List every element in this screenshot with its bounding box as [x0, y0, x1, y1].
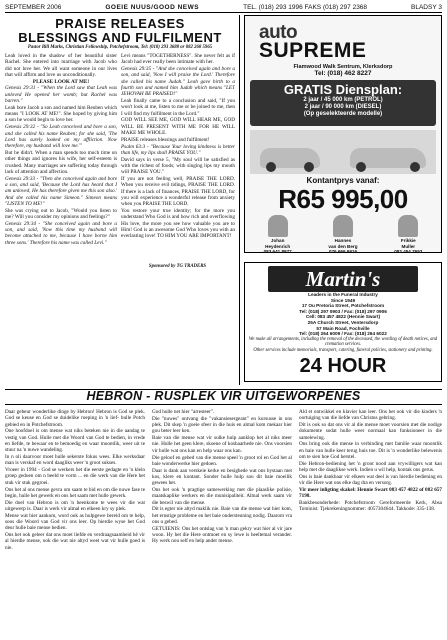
paragraph: Genesis 29:32 - "So Leah conceived and bore a son, and she called his name Reuben; for she said, 'The Lord has surely looked on my affliction. Now therefore, my husband will love me.'"	[5, 124, 117, 150]
page-header	[5, 3, 442, 13]
salesperson-tel: 076 666 6916	[328, 249, 358, 254]
banner-line: 2 jaar / 45 000 km (PETROL)	[303, 97, 383, 103]
paragraph: Ons het al ons mense gevra om saam te bid en om die nuwe fase te begin, hulle het gewerk en ons het saam met hulle gewerk.	[5, 486, 145, 499]
salesperson-photo	[398, 215, 418, 237]
sponsor-credit: Sponsored by TG TRADERS	[148, 264, 207, 269]
dealer-address: Flamwood Walk Sentrum, Klerksdorp	[293, 64, 393, 70]
paragraph: Ald et ontwikkel en klavier kan leer. Ons het ook vir die kinders 'n oortuiging van die liefde van Christus gebring.	[299, 409, 442, 422]
logo-auto-text: auto	[259, 22, 298, 43]
paragraph: GETUIENIS: Ons het ontslag van 'n man gekry wat hier al vir jare woon. Hy het die Here ontmoet en sy lewe is heeltemal verander. Hy werk nou self en help ander mense.	[152, 525, 292, 545]
paragraph: Genesis 29:31 - "When the Lord saw that Leah was unloved He opened her womb; but Rachel was barren."	[5, 85, 117, 105]
salesperson	[315, 215, 371, 255]
hebron-column-1	[5, 409, 145, 637]
martins-telephone: Tel: (018) 297 0903 / Fax: (018) 297 0906	[299, 308, 387, 314]
martins-address: 17 Ou Pretoria Street, Potchefstroom	[301, 303, 385, 309]
martins-branch: 25A Church Street, Ventersdorp	[307, 319, 379, 325]
banner-line: (Op geselekteerde modelle)	[303, 111, 383, 117]
paragraph: Ons het ook 'n pragtige samewerking met die plaaslike polisie, maatskaplike werkers en die munisipaliteit. Almal werk saam vir die beswil van die mense.	[152, 487, 292, 506]
martins-services-other: Other services include memorials, transport, catering, funeral policies, stationery and printing.	[253, 347, 433, 353]
salesperson-photo	[268, 215, 288, 237]
article-column-1	[5, 53, 117, 383]
paragraph: Genesis 29:35 - "And she conceived again and bore a son, and said, 'Now I will praise the Lord.' Therefore she called his name Judah." Leah gave birth to a fourth son and named him Judah which means "LET JEHOVAH BE PRAISED!"	[121, 66, 235, 98]
article-byline: Pastor Bill Marks, Christian Fellowship, Potchefstroom, Tel: (018) 293 3688 or 082 268 5965	[27, 45, 213, 50]
wheel-shape	[356, 162, 366, 172]
paragraph: Daar is dank aan verskeie kerke en besighede wat ons bystaan met kos, klere en kontant. Sonder hulle hulp sou dit baie moeilik gewees het.	[152, 467, 292, 487]
salesperson	[380, 215, 436, 255]
paragraph: Genesis 29:34 - "She conceived again and bore a son, and said, 'Now this time my husband will become attached to me, because I have borne him three sons.' Therefore his name was called Levi."	[5, 220, 117, 246]
salesperson-surname: Muller	[401, 243, 416, 249]
column-divider	[239, 15, 240, 385]
paragraph: PRAISE releases blessings and fulfilment!	[121, 136, 210, 143]
logo-supreme-text: SUPREME	[259, 39, 367, 62]
paragraph: Mense wat hier aankom, word ook as hulpgewe bereid om te help, soos die Woord van God vir ons leer. Op hierdie wyse het God deur hulle baie mense bedien.	[5, 512, 145, 532]
martins-logo: Martin's	[268, 266, 418, 292]
paragraph: Bankbesonderhede: Potchefstroom Gereformeerde Kerk, Absa Tominist. Tjekrekeningnommer: 4057304644. Takkode: 335-138.	[299, 500, 442, 513]
paragraph: PLEASE LOOK AT ME!	[32, 78, 90, 85]
paragraph: Ons bring ook die mense in verbinding met familie waar moontlik en baie van hulle keer terug huis toe. Dit is 'n wonderlike belewenis om te sien hoe God herstel.	[299, 441, 442, 461]
hebron-column-2	[152, 409, 292, 637]
paragraph: In n oli daarvoor moet hulle sekerste fokus wees. Elke werksdaar man is verskaf en word daagliks weer 'n groot sukses.	[5, 454, 145, 467]
banner-title: GRATIS Diensplan:	[283, 82, 403, 97]
wheel-shape	[410, 162, 420, 172]
banner-line: 2 jaar / 90 000 km (DIESEL)	[304, 104, 382, 110]
paragraph: Genesis 29:33 - "Then she conceived again and bore a son, and said, 'Because the Lord has heard that I am unloved, He has therefore given me this son also.' And she called his name Simeon." Simeon means "LISTEN TO ME!"	[5, 175, 117, 207]
paragraph: Vir meer inligting skakel: Hennie Swart 083 457 4822 of 082 657 7198.	[299, 487, 442, 500]
martins-24-hour: 24 HOUR	[299, 354, 387, 377]
hebron-column-3	[299, 409, 442, 637]
article-title	[5, 17, 235, 45]
paragraph: GOD WILL SEE ME, GOD WILL HEAR ME, GOD WILL BE PRESENT WITH ME FOR HE WILL MAKE ME WHOLE.	[121, 117, 235, 137]
paragraph: Psalm 63:3 - "Because Your loving kindness is better than life, my lips shall PRAISE YOU."	[121, 143, 235, 156]
paragraph: Dit is ook so dat ons vir al die mense moet voorsien met die nodige dokumente sodat hulle weer normaal kan funksioneer in die samelewing.	[299, 422, 442, 441]
martins-established: Since 1949	[330, 297, 356, 303]
martins-services: We make all arrangements, including the removal of the deceased, the wording of death notices, and cremation services.	[248, 336, 438, 348]
paragraph: You restore your true identity; for the more you understand Who God is and how rich and overflowing His love, the more you see how valuable you are to Him! God is an awesome God Who loves you with an everlasting love! TO HIM YOU ARE IMPORTANT!	[121, 208, 235, 240]
car-photo	[250, 130, 436, 174]
paragraph: Die doel van Hebron is om 'n heenkome te wees vir die wat uitgewerp is. Daar is werk vir almal en elkeen kry sy plek.	[5, 499, 145, 512]
salesperson-photo	[333, 215, 353, 237]
article-title-line-1: PRAISE RELEASES	[55, 16, 185, 31]
cash-price: R65 995,00	[278, 184, 408, 214]
contact-numbers: TEL. (018) 293 1996 FAKS (018) 297 2368	[243, 4, 368, 11]
paragraph: Leah bore Jacob a son and named him Reuben which means "I LOOK AT ME!". She hoped by giving him a son he would begin to love her.	[5, 104, 117, 124]
paragraph: David says in verse 5, "My soul will be satisfied as with the richest of foods; with singing lips my mouth will PRAISE YOU."	[121, 156, 235, 176]
article-column-2	[121, 53, 235, 261]
page-number: BLADSY 3	[411, 4, 442, 11]
salesperson-name: Frikkie	[400, 238, 416, 243]
martins-funeral-ad	[244, 262, 442, 382]
cash-price-label: Kontantprys vanaf:	[306, 176, 380, 185]
salesperson-name: Johan	[270, 238, 285, 243]
hebron-headline: HEBRON - RUSPLEK VIR UITGEWORPENES	[5, 389, 442, 405]
paper-name: GOEIE NUUS/GOOD NEWS	[105, 4, 200, 11]
paragraph: Levi means "TOGETHERNESS". She never felt as if Jacob had ever really been intimate with her.	[121, 53, 235, 66]
paragraph: Baie van die mense wat vir sulke hulp aanklop het al niks meer nie. Hulle het geen klere, skoene of kosbaarhede nie. Ons voorsien vir hulle wat ons kan en help waar ons kan.	[152, 435, 292, 454]
paragraph: Ons het ook geleer dat ons moet liefde en verdraagsaamheid hê vir al hierdie mense, ook die wat nie altyd weet wat vir hulle goed is nie.	[5, 532, 145, 551]
paragraph: Die geloof en gebed van die mense speel 'n groot rol en God het al baie wonderwerke hier gedoen.	[152, 454, 292, 467]
auto-supreme-ad	[244, 15, 442, 253]
issue-date: SEPTEMBER 2006	[5, 4, 62, 11]
paragraph: Leah loved in the shadow of her beautiful sister Rachel. She entered into marriage with Jacob who did not love her. We all want someone in our lives that will affirm and love us unconditionally.	[5, 53, 117, 78]
paragraph: One hoofdoel is om mense wat niks beteken nie in die aandag te vestig van God. Hulle met die Woord van God te bedien, in vrede en liefde, te bewaar en te bemoedig en waar moontlik, weer uit te stuur na 'n nuwe wandeling.	[5, 428, 145, 454]
salesperson-tel: 082 454 7653	[394, 249, 423, 254]
paragraph: Ons is baie dankbaar vir elkeen wat deel is van hierdie bediening en vir die Here wat ons elke dag dra en versorg.	[299, 473, 442, 487]
paragraph: Die "nuwes" ontvang die "vakansiesergeant" en kursusse in ons plek. Dit skep 'n goeie sfeer in die huis en almal kom mekaar hier gou beter leer ken.	[152, 415, 292, 435]
paragraph: God hulle net hier "arresteer".	[152, 409, 215, 415]
paragraph: She was crying out to Jacob, "Would you listen to me? Will you consider my opinions and feelings?"	[5, 207, 117, 220]
paragraph: But he didn't. When a man spends too much time on other things and ignores his wife, her self-esteem is crushed. Many marriages are suffering today through lack of attention and affection.	[5, 149, 117, 175]
sales-team	[245, 215, 441, 255]
paragraph: Die Hebron-bediening het 'n groot nood aan vrywilligers wat kan help met die daaglikse werk. Indien u wil help, kontak ons gerus.	[299, 460, 442, 474]
paragraph: Vroeer in 1994 - God se werkers het die eerste gedagte en 'n klein groep gedoen om n beeld te vorm ... en die werk van die Here het stuk vir stuk gegroei.	[5, 467, 145, 486]
salesperson-surname: Heydenrich	[265, 243, 291, 249]
martins-branch: 57 Main Road, Fochville	[316, 325, 370, 331]
salesperson-name: Hannes	[334, 238, 352, 243]
martins-telephone-2: Tel: (018) 264 6009 / Fax: (018) 264 6022	[299, 331, 387, 337]
martins-cell: Cell: 083 457 4822 (Hennie Swart)	[305, 314, 381, 320]
dealer-telephone: Tel: (018) 462 8227	[314, 70, 372, 77]
auto-supreme-logo	[253, 22, 433, 62]
wheel-shape	[304, 162, 314, 172]
article-title-line-2: BLESSINGS AND FULFILMENT	[18, 30, 222, 45]
paragraph: If you are not feeling well, PRAISE THE LORD. When you receive evil tidings, PRAISE THE LORD. If there is a lack of finances, PRAISE THE LORD, for you will experience a wonderful release from anxiety when you PRAISE THE LORD.	[121, 176, 235, 208]
wheel-shape	[266, 162, 276, 172]
paragraph: Daar gebeur wonderlike dinge by Hebron! Hebron is God se plek. God se keuse en God se duidelike roeping in 'n lief- bulle Potch gebied en in Potchefstroom.	[5, 409, 145, 428]
paragraph: Dit is egter nie altyd maklik nie. Baie van die mense wat hier kom, het ernstige probleme en het baie ondersteuning nodig. Daarom vra ons u gebed.	[152, 506, 292, 526]
salesperson	[250, 215, 306, 255]
salesperson-tel: 083 641 8977	[263, 249, 292, 254]
service-plan-banner	[250, 80, 436, 126]
paragraph: Leah finally came to a conclusion and said, "If you won't look at me, listen to me or be joined to me, then I will find my fulfilment in the Lord."	[121, 98, 235, 117]
salesperson-surname: van den Berg	[328, 243, 358, 249]
martins-tagline: Leaders in the Funeral Industry	[308, 292, 378, 297]
